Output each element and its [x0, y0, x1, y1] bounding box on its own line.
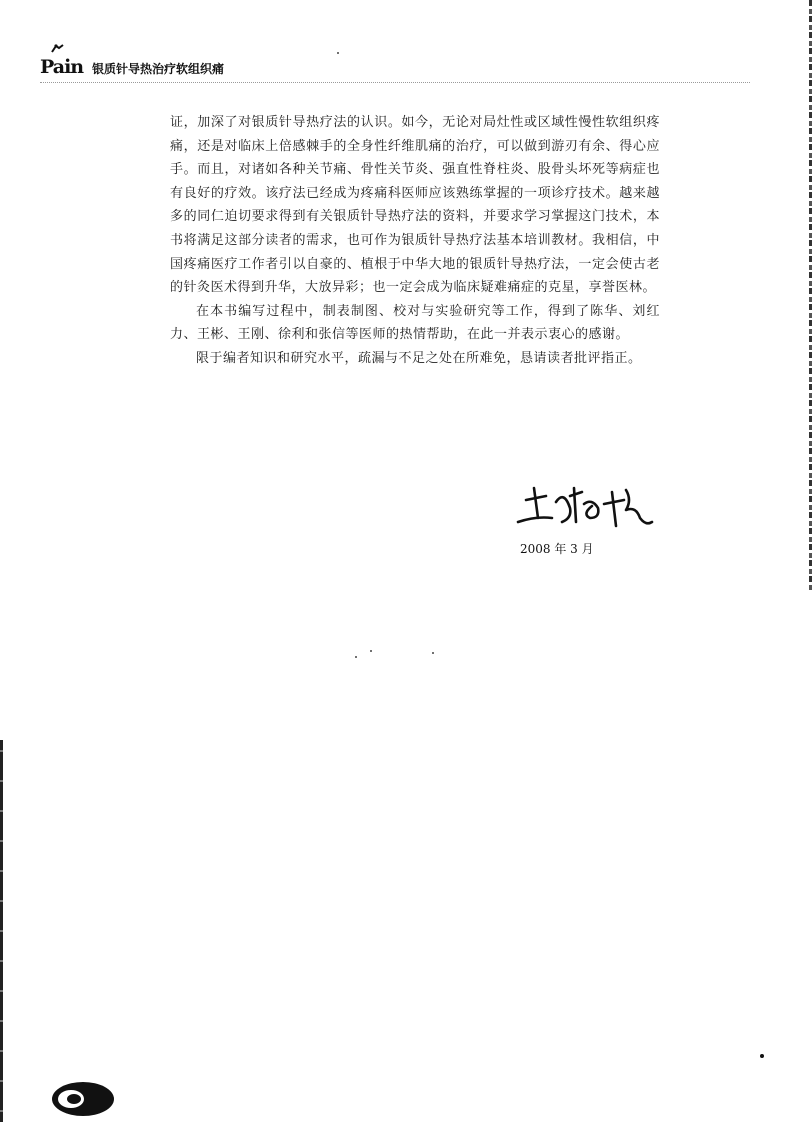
book-title: 银质针导热治疗软组织痛 [92, 62, 225, 76]
paragraph-3: 限于编者知识和研究水平，疏漏与不足之处在所难免，恳请读者批评指正。 [196, 350, 642, 366]
header-divider [40, 82, 750, 84]
scan-edge-left [0, 740, 3, 1122]
logo-figure-icon [50, 44, 64, 53]
author-signature [512, 478, 662, 538]
pain-logo: Pain [40, 56, 84, 78]
preface-date: 2008 年 3 月 [520, 542, 594, 556]
page-corner-mark [50, 1080, 116, 1118]
paragraph-2: 在本书编写过程中，制表制图、校对与实验研究等工作，得到了陈华、刘红力、王彬、王刚、徐利和张信等医师的热情帮助，在此一并表示衷心的感谢。 [170, 303, 660, 343]
running-header [40, 50, 760, 80]
paragraph-1: 证，加深了对银质针导热疗法的认识。如今，无论对局灶性或区域性慢性软组织疼痛，还是对临床上倍感棘手的全身性纤维肌痛的治疗，可以做到游刃有余、得心应手。而且，对诸如各种关节痛、骨性关节炎、强直性脊柱炎、股骨头坏死等病症也有良好的疗效。该疗法已经成为疼痛科医师应该熟练掌握的一项诊疗技术。越来越多的同仁迫切要求得到有关银质针导热疗法的资料，并要求学习掌握这门技术，本书将满足这部分读者的需求，也可作为银质针导热疗法基本培训教材。我相信，中国疼痛医疗工作者引以自豪的、植根于中华大地的银质针导热疗法，一定会使古老的针灸医术得到升华，大放异彩；也一定会成为临床疑难痛症的克星，享誉医林。 [170, 115, 660, 296]
preface-body [170, 111, 660, 371]
